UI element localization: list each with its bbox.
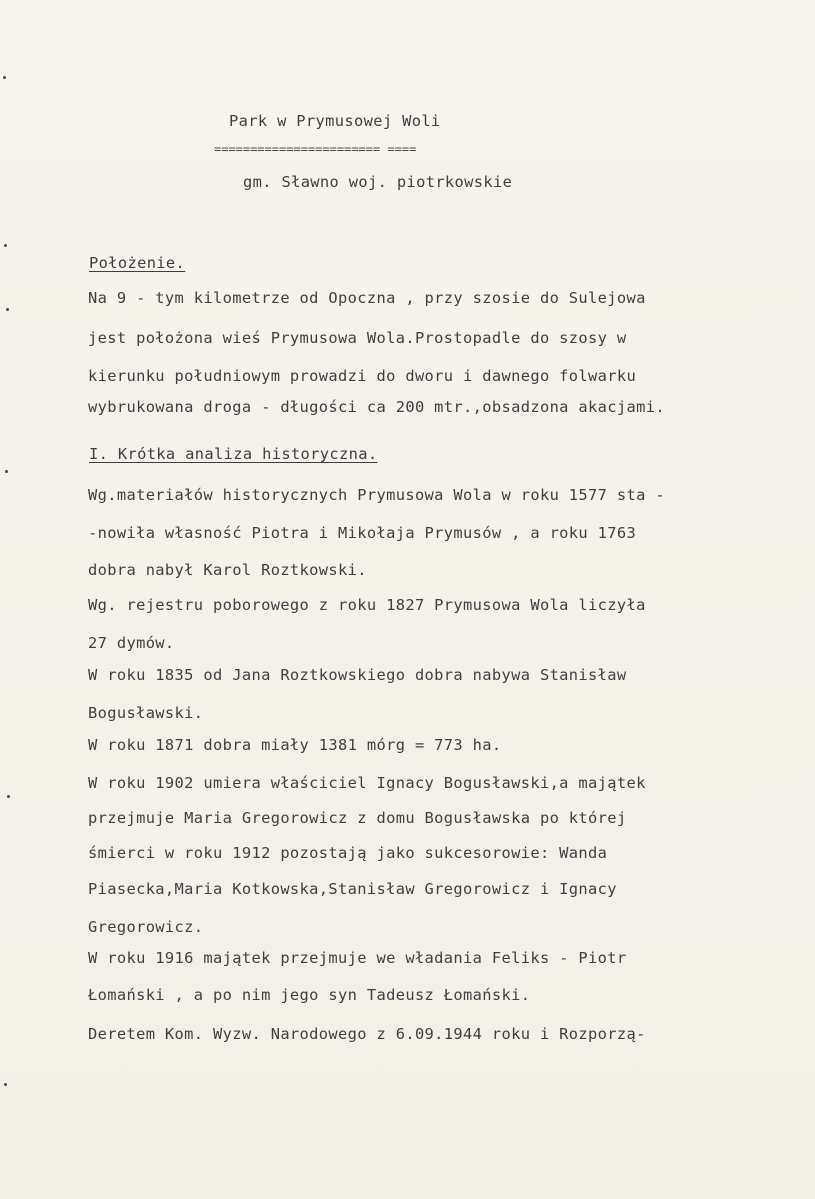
body-line: wybrukowana droga - długości ca 200 mtr.,obsadzona akacjami. [88,398,665,416]
margin-speck [4,1083,7,1086]
document-subtitle: gm. Sławno woj. piotrkowskie [243,173,513,191]
body-line: W roku 1835 od Jana Roztkowskiego dobra nabywa Stanisław [88,666,627,684]
body-line: -nowiła własność Piotra i Mikołaja Prymusów , a roku 1763 [88,524,637,542]
body-line: W roku 1902 umiera właściciel Ignacy Bogusławski,a majątek [88,774,646,792]
document-title: Park w Prymusowej Woli [229,112,441,130]
body-line: Łomański , a po nim jego syn Tadeusz Łomański. [88,986,531,1004]
body-line: Gregorowicz. [88,918,204,936]
body-line: śmierci w roku 1912 pozostają jako sukcesorowie: Wanda [88,844,608,862]
body-line: przejmuje Maria Gregorowicz z domu Bogusławska po której [88,809,627,827]
margin-speck [3,76,6,79]
body-line: Piasecka,Maria Kotkowska,Stanisław Gregorowicz i Ignacy [88,880,617,898]
body-line: Bogusławski. [88,704,204,722]
margin-speck [4,244,7,247]
margin-speck [6,308,9,311]
title-underline: ======================= ==== [214,142,417,156]
body-line: Na 9 - tym kilometrze od Opoczna , przy szosie do Sulejowa [88,289,646,307]
body-line: W roku 1916 majątek przejmuje we władania Feliks - Piotr [88,949,627,967]
body-line: kierunku południowym prowadzi do dworu i dawnego folwarku [88,367,637,385]
margin-speck [5,470,8,473]
body-line: jest położona wieś Prymusowa Wola.Prostopadle do szosy w [88,329,627,347]
body-line: dobra nabył Karol Roztkowski. [88,561,367,579]
body-line: W roku 1871 dobra miały 1381 mórg = 773 ha. [88,736,502,754]
section-heading-location: Położenie. [89,254,186,272]
margin-speck [7,795,10,798]
body-line: Wg. rejestru poborowego z roku 1827 Prymusowa Wola liczyła [88,596,646,614]
body-line: Deretem Kom. Wyzw. Narodowego z 6.09.1944 roku i Rozporzą- [88,1025,646,1043]
body-line: 27 dymów. [88,634,175,652]
section-heading-history: I. Krótka analiza historyczna. [89,445,378,463]
body-line: Wg.materiałów historycznych Prymusowa Wola w roku 1577 sta - [88,486,665,504]
